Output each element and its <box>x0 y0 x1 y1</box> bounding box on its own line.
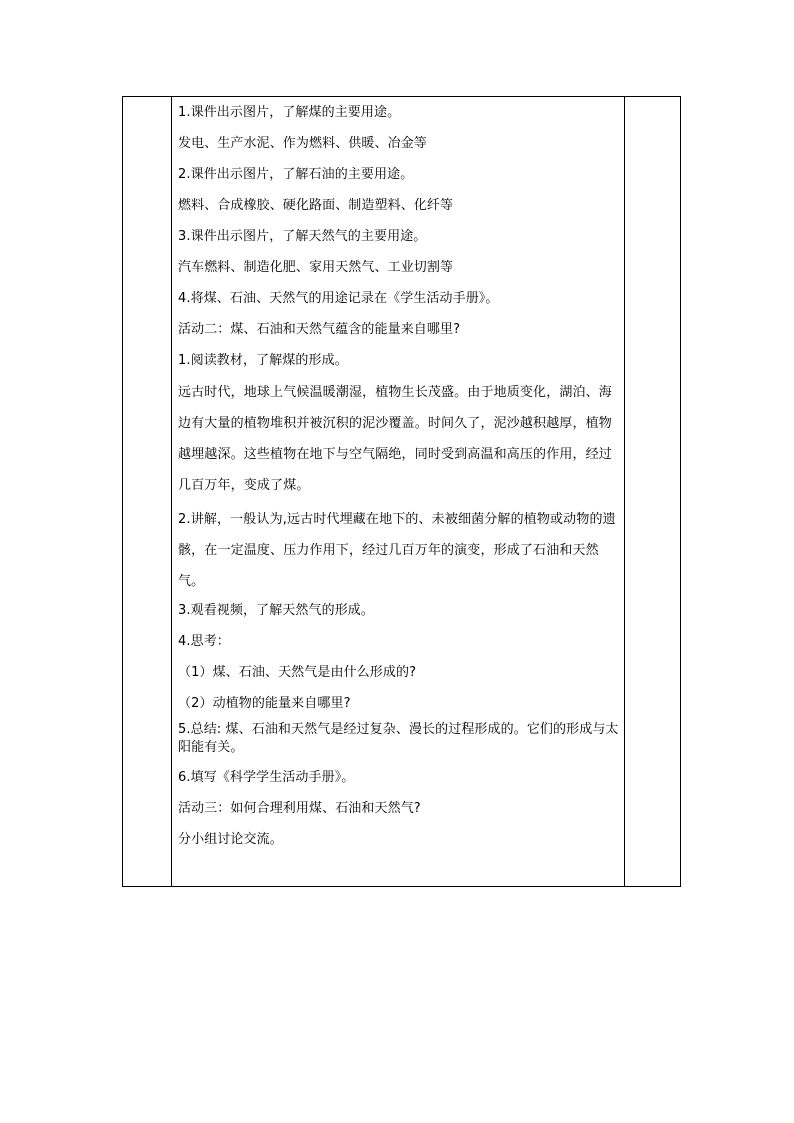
lesson-table <box>122 96 681 887</box>
right-column-cell <box>624 97 680 886</box>
step-think: 4.思考： <box>178 634 230 649</box>
gas-uses-list: 汽车燃料、制造化肥、家用天然气、工业切割等 <box>178 260 454 275</box>
group-discussion: 分小组讨论交流。 <box>178 832 283 847</box>
activity-two-heading: 活动二：煤、石油和天然气蕴含的能量来自哪里? <box>178 322 461 337</box>
step-fill-handbook: 6.填写《科学学生活动手册》。 <box>178 770 355 785</box>
step-record-uses: 4.将煤、石油、天然气的用途记录在《学生活动手册》。 <box>178 291 499 306</box>
step-watch-video: 3.观看视频，了解天然气的形成。 <box>178 603 375 618</box>
step-coal-uses: 1.课件出示图片，了解煤的主要用途。 <box>178 105 401 120</box>
activity-three-heading: 活动三：如何合理利用煤、石油和天然气? <box>178 801 421 816</box>
step-oil-uses: 2.课件出示图片，了解石油的主要用途。 <box>178 167 414 182</box>
oil-gas-formation-paragraph: 2.讲解，一般认为,远古时代埋藏在地下的、未被细菌分解的植物或动物的遗骸，在一定温度、压力作用下，经过几百万年的演变，形成了石油和天然气。 <box>178 512 616 589</box>
coal-uses-list: 发电、生产水泥、作为燃料、供暖、冶金等 <box>178 136 427 151</box>
oil-uses-list: 燃料、合成橡胶、硬化路面、制造塑料、化纤等 <box>178 198 454 213</box>
coal-formation-paragraph: 远古时代，地球上气候温暖潮湿，植物生长茂盛。由于地质变化，湖泊、海边有大量的植物堆积并被沉积的泥沙覆盖。时间久了，泥沙越积越厚，植物越埋越深。这些植物在地下与空气隔绝，同时受到高温和高压的作用，经过几百万年，变成了煤。 <box>178 385 612 493</box>
summary-paragraph: 5.总结: 煤、石油和天然气是经过复杂、漫长的过程形成的。它们的形成与太阳能有关。 <box>178 722 619 755</box>
left-column-cell <box>123 97 172 886</box>
step-gas-uses: 3.课件出示图片，了解天然气的主要用途。 <box>178 229 427 244</box>
main-content-cell <box>172 97 624 886</box>
question-one: （1）煤、石油、天然气是由什么形成的? <box>178 665 417 680</box>
question-two: （2）动植物的能量来自哪里? <box>178 696 351 711</box>
step-read-textbook: 1.阅读教材，了解煤的形成。 <box>178 353 348 368</box>
